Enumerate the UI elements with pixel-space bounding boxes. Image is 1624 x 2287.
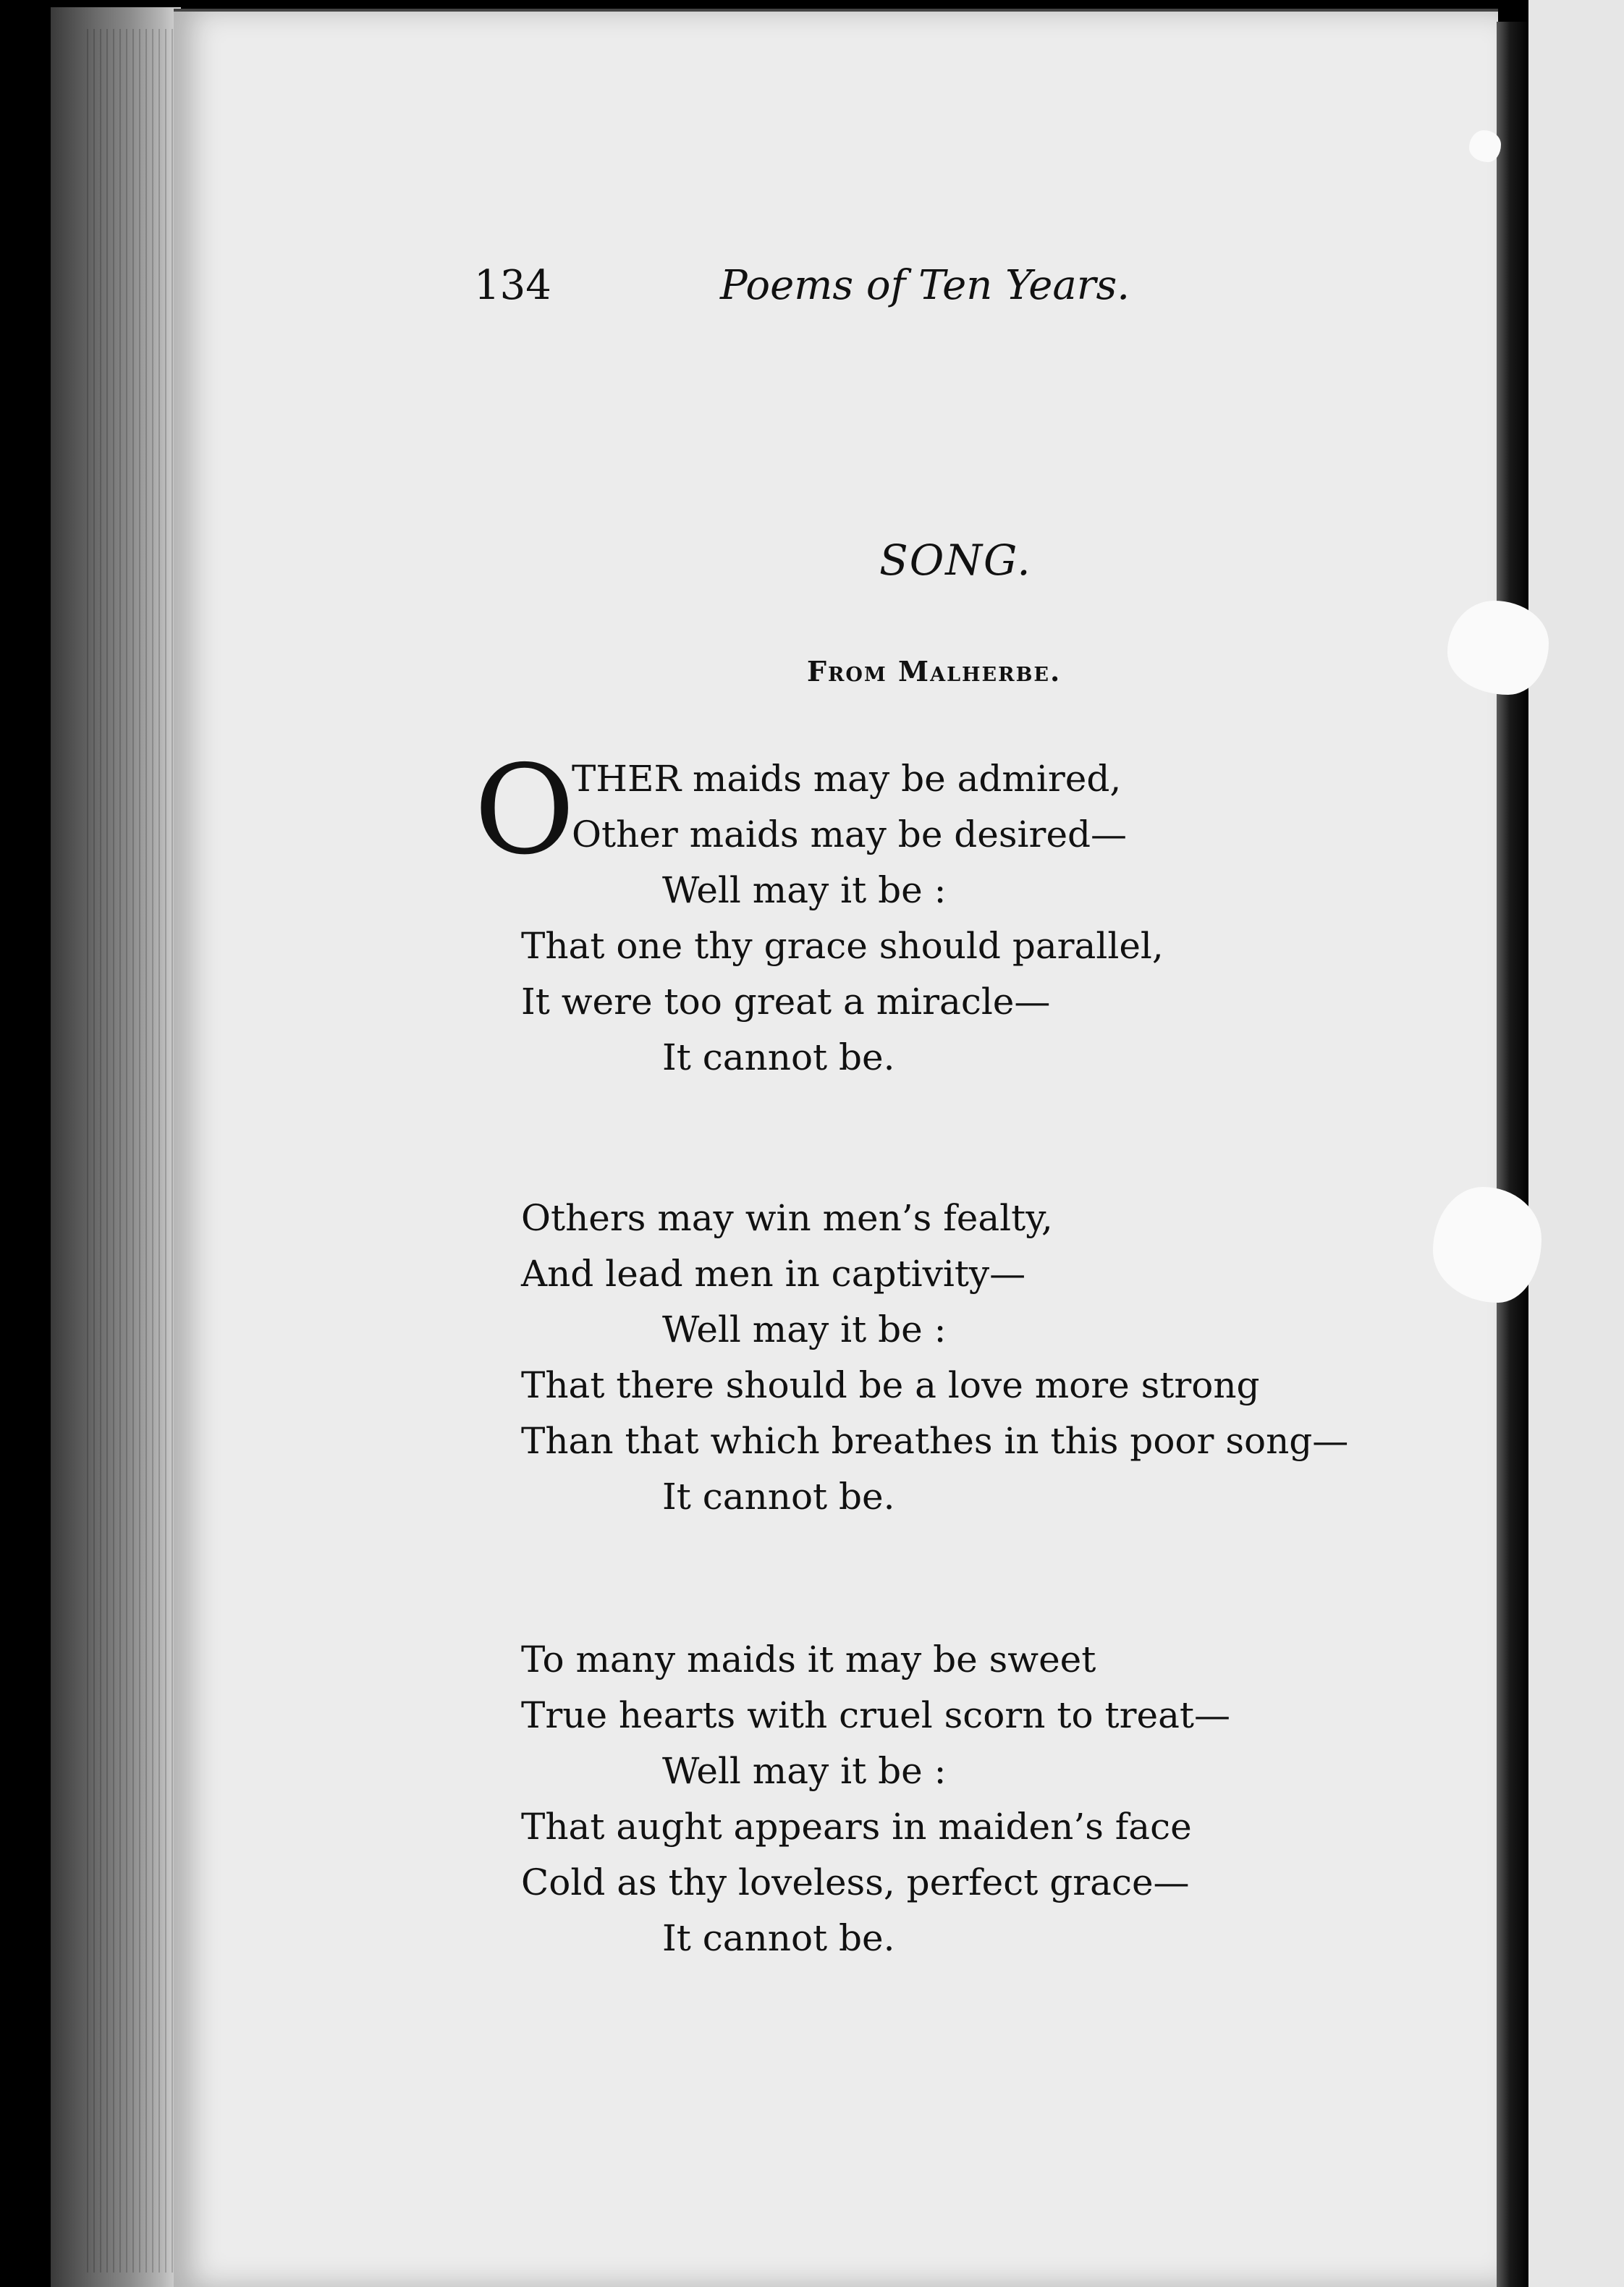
stanza — [521, 1191, 1348, 1525]
poem-line: It were too great a miracle— — [521, 981, 1051, 1023]
poem-line: Than that which breathes in this poor song— — [521, 1420, 1349, 1462]
page-number: 134 — [474, 262, 551, 309]
poem-line: To many maids it may be sweet — [521, 1639, 1096, 1681]
poem-line: Cold as thy loveless, perfect grace— — [521, 1861, 1190, 1903]
facing-page — [1528, 0, 1624, 2287]
poem-line: Well may it be : — [662, 869, 947, 911]
stanza — [521, 1632, 1230, 1966]
poem-line: It cannot be. — [662, 1036, 895, 1078]
running-title: Poems of Ten Years. — [720, 262, 1130, 309]
poem-line: That there should be a love more strong — [521, 1364, 1260, 1406]
poem-line: Well may it be : — [662, 1750, 947, 1792]
paper-blemish — [1433, 1187, 1541, 1303]
book-gutter — [1497, 22, 1530, 2287]
drop-cap: O — [474, 739, 575, 882]
poem-line: It cannot be. — [662, 1476, 895, 1518]
poem-line: It cannot be. — [662, 1917, 895, 1959]
poem-source: From Malherbe. — [807, 655, 1062, 688]
poem-line: That one thy grace should parallel, — [521, 925, 1164, 967]
paper-blemish — [1469, 130, 1501, 162]
poem-line: That aught appears in maiden’s face — [521, 1806, 1192, 1848]
poem-line: True hearts with cruel scorn to treat— — [521, 1694, 1230, 1736]
poem-line: Well may it be : — [662, 1309, 947, 1350]
poem-title: SONG. — [879, 536, 1032, 585]
stanza — [521, 751, 1164, 1086]
poem-line: Others may win men’s fealty, — [521, 1197, 1053, 1239]
page-edge-lines — [87, 29, 174, 2273]
poem-line: And lead men in captivity— — [521, 1253, 1026, 1295]
poem-line: THER maids may be admired, — [572, 758, 1122, 800]
poem-line: Other maids may be desired— — [572, 813, 1128, 855]
page-top-edge — [174, 9, 1498, 12]
paper-blemish — [1447, 601, 1549, 695]
